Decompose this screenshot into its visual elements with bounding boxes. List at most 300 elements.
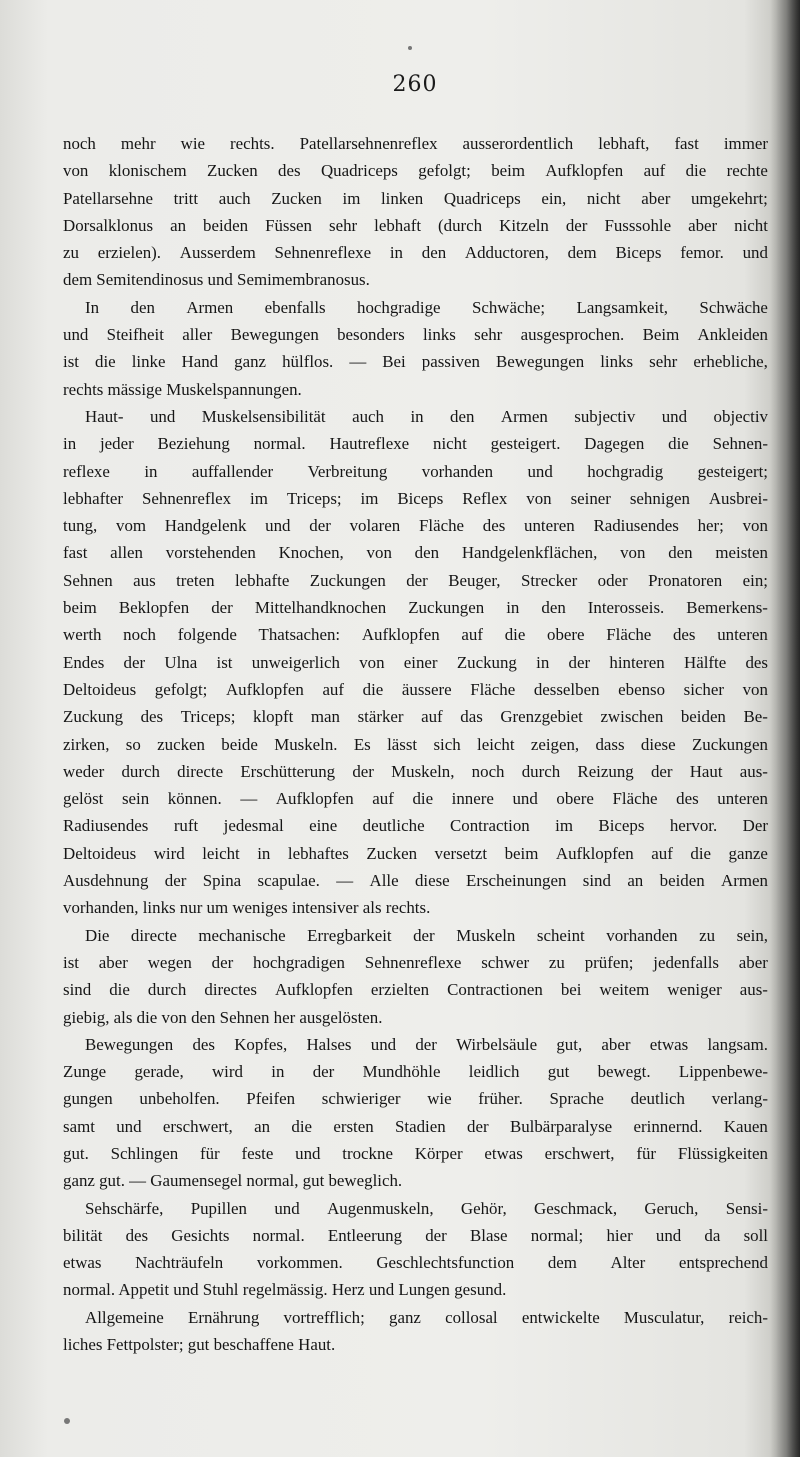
word: unteren [717, 789, 768, 809]
word: verlang- [711, 1089, 768, 1109]
text-line [63, 294, 768, 321]
word: lässt [387, 734, 418, 754]
text-line [63, 1085, 768, 1112]
word: gesteigert; [697, 461, 768, 481]
word: Zuckung [456, 652, 517, 672]
word: leidlich [468, 1062, 520, 1082]
text-line [63, 621, 768, 648]
word: erschwert, [544, 1143, 615, 1163]
word: zu [548, 952, 565, 972]
word: ausgesprochen. [520, 325, 625, 345]
word: Adductoren, [464, 243, 549, 263]
word: objectiv [713, 406, 768, 426]
word: unteren [717, 625, 768, 645]
word: vortrefflich; [283, 1307, 365, 1327]
word: und [742, 243, 768, 263]
text-line [63, 840, 768, 867]
word: sehr [329, 215, 358, 235]
word: Kitzeln [499, 215, 549, 235]
word: gefolgt; [154, 679, 208, 699]
word: Fläche [612, 789, 658, 809]
word: für [636, 1143, 657, 1163]
word: trockne [342, 1143, 393, 1163]
word: wegen [147, 952, 192, 972]
word: den [414, 543, 440, 563]
word: umgekehrt; [690, 188, 768, 208]
word: die [291, 1116, 313, 1136]
word: — [336, 871, 354, 891]
word: Erschütterung [240, 761, 336, 781]
word: Strecker [520, 570, 578, 590]
word: Beuger, [448, 570, 501, 590]
text-line [63, 676, 768, 703]
word: normal. [252, 1225, 305, 1245]
word: Contraction [449, 816, 530, 836]
word: der [352, 761, 374, 781]
word: Bemerkens- [686, 598, 768, 618]
word: scheint [536, 925, 585, 945]
word: die [690, 843, 712, 863]
word: Bewegungen [85, 1034, 174, 1054]
word: Verbreitung [307, 461, 388, 481]
word: hervor. [669, 816, 718, 836]
word: Lippenbewe- [678, 1062, 768, 1082]
word: Zunge [63, 1062, 107, 1082]
word: obere [547, 625, 585, 645]
text-line [63, 130, 768, 157]
word: des [672, 625, 696, 645]
text-line [63, 1140, 768, 1167]
word: der [406, 570, 428, 590]
word: und [661, 406, 688, 426]
word: Bewegungen [495, 352, 585, 372]
word: Langsamkeit, [576, 297, 668, 317]
word: Geschmack, [534, 1198, 618, 1218]
text-line [63, 567, 768, 594]
word: Dagegen [584, 434, 645, 454]
word: der [164, 871, 187, 891]
word: des [278, 161, 301, 181]
word: etwas [649, 1034, 689, 1054]
word: Be- [743, 707, 768, 727]
word: auch [352, 406, 384, 426]
word: jeder [99, 434, 134, 454]
word: ist [216, 652, 233, 672]
text-line [63, 1249, 768, 1276]
word: Sehnen [63, 570, 113, 590]
word: Fusssohle [604, 215, 672, 235]
word: langsam. [707, 1034, 768, 1054]
word: aber [688, 215, 718, 235]
word: Aufklopfen [225, 679, 304, 699]
text-line [63, 594, 768, 621]
word: früher. [478, 1089, 523, 1109]
word: Gesichts [171, 1225, 230, 1245]
word: wird [211, 1062, 243, 1082]
word: gut. [63, 1143, 89, 1163]
word: her; [697, 516, 724, 536]
text-line [63, 731, 768, 758]
word: In [85, 297, 100, 317]
word: nicht [734, 215, 768, 235]
word: Der [742, 816, 768, 836]
word: deutlich [630, 1089, 686, 1109]
word: auf [372, 789, 394, 809]
page-number: 260 [392, 72, 438, 97]
word: auf [421, 707, 443, 727]
word: Gehör, [460, 1198, 507, 1218]
word: gut, [556, 1034, 583, 1054]
word: wie [180, 134, 206, 153]
word: Beim [642, 325, 680, 345]
word: Ausdehnung [63, 871, 149, 891]
word: der [425, 1225, 447, 1245]
word: aber [601, 1034, 631, 1054]
word: Bei [382, 352, 406, 372]
word: Bulbärparalyse [509, 1116, 613, 1136]
word: normal; [530, 1225, 584, 1245]
word: Schwäche [699, 297, 768, 317]
word: und [370, 1034, 397, 1054]
word: fast [63, 543, 88, 563]
word: erhebliche, [693, 352, 768, 372]
word: Biceps [598, 816, 645, 836]
word: durch [521, 761, 561, 781]
word: dass [595, 734, 625, 754]
word: der [211, 598, 233, 618]
word: so [125, 734, 141, 754]
word: prüfen; [584, 952, 634, 972]
word: Hälfte [684, 652, 727, 672]
word: Schwäche; [471, 297, 546, 317]
word: allen [110, 543, 143, 563]
word: Reizung [577, 761, 634, 781]
word: des [482, 516, 506, 536]
word: den [450, 406, 475, 426]
word: der [467, 1116, 489, 1136]
word: von [742, 516, 768, 536]
word: gerade, [134, 1062, 184, 1082]
word: Dorsalklonus [63, 215, 154, 235]
word: und [116, 1116, 142, 1136]
word: directes [204, 980, 257, 1000]
text-line [63, 512, 768, 539]
word: Biceps [397, 488, 444, 508]
word: Quadriceps [443, 188, 521, 208]
word: Flüssigkeiten [677, 1143, 768, 1163]
text-line [63, 212, 768, 239]
word: weniger [667, 980, 722, 1000]
word: beim [63, 598, 97, 618]
word: Reflex [462, 488, 508, 508]
word: femor. [680, 243, 724, 263]
word: sein, [736, 925, 768, 945]
word: beide [221, 734, 258, 754]
word: wird [153, 843, 185, 863]
word: ganz [234, 352, 267, 372]
text-line [63, 430, 768, 457]
word: schwer [481, 952, 530, 972]
word: scapulae. [257, 871, 320, 891]
word: gefolgt; [418, 161, 471, 181]
word: leicht [477, 734, 515, 754]
text-line: vorhanden, links nur um weniges intensiver als rechts. [63, 898, 431, 918]
word: immer [723, 134, 768, 153]
word: auf [322, 679, 345, 699]
text-line [63, 485, 768, 512]
word: Nachträufeln [135, 1253, 224, 1273]
word: passiven [421, 352, 480, 372]
word: ist [63, 952, 79, 972]
word: soll [743, 1225, 768, 1245]
word: Pupillen [190, 1198, 247, 1218]
word: im [342, 188, 361, 208]
word: Endes [63, 652, 105, 672]
word: Muskeln. [274, 734, 338, 754]
word: sehr [474, 325, 503, 345]
word: durch [121, 761, 160, 781]
word: Handgelenk [164, 516, 247, 536]
word: können. [167, 789, 222, 809]
word: bilität [63, 1225, 103, 1245]
word: den [541, 598, 566, 618]
word: Grenzgebiet [500, 707, 583, 727]
paper-speck [408, 46, 412, 50]
word: sehnigen [629, 488, 690, 508]
text-line: liches Fettpolster; gut beschaffene Haut. [63, 1335, 336, 1355]
word: lebhaft, [598, 134, 650, 153]
word: tritt [173, 188, 199, 208]
word: und [274, 1198, 300, 1218]
word: vorhanden [606, 925, 678, 945]
word: entsprechend [678, 1253, 768, 1273]
word: feste [241, 1143, 274, 1163]
word: ebenso [618, 679, 666, 699]
word: der [565, 215, 588, 235]
word: da [704, 1225, 721, 1245]
word: ist [63, 352, 79, 372]
word: Es [353, 734, 371, 754]
word: leicht [202, 843, 240, 863]
text-line [63, 949, 768, 976]
word: der [211, 952, 234, 972]
word: unbeholfen. [139, 1089, 220, 1109]
word: diese [640, 734, 676, 754]
text-line [63, 321, 768, 348]
word: etwas [63, 1253, 102, 1273]
word: stärker [357, 707, 404, 727]
word: Zucken [366, 843, 418, 863]
word: zucken [157, 734, 205, 754]
text-line [63, 785, 768, 812]
word: Entleerung [327, 1225, 403, 1245]
word: die [109, 980, 130, 1000]
word: Geschlechtsfunction [376, 1253, 515, 1273]
word: Steifheit [106, 325, 164, 345]
word: sind [63, 980, 92, 1000]
paper-speck [64, 1418, 70, 1424]
word: Bewegungen [230, 325, 319, 345]
word: desselben [533, 679, 600, 699]
word: ebenfalls [264, 297, 326, 317]
word: versetzt [434, 843, 488, 863]
text-line [63, 812, 768, 839]
word: jedenfalls [653, 952, 719, 972]
word: den [130, 297, 155, 317]
word: man [310, 707, 341, 727]
word: und [295, 1143, 321, 1163]
word: Aufklopfen [275, 789, 354, 809]
word: durch [147, 980, 187, 1000]
word: zirken, [63, 734, 110, 754]
text-line [63, 703, 768, 730]
word: aber [641, 188, 671, 208]
word: ein; [742, 570, 768, 590]
text-line [63, 157, 768, 184]
word: im [250, 488, 268, 508]
word: sehr [649, 352, 678, 372]
word: sicher [683, 679, 724, 699]
word: der [123, 652, 146, 672]
text-line [63, 1222, 768, 1249]
word: und [149, 406, 176, 426]
word: aller [182, 325, 213, 345]
word: Körper [414, 1143, 463, 1163]
word: innere [451, 789, 494, 809]
word: Muskelsensibilität [201, 406, 326, 426]
word: aus [133, 570, 156, 590]
word: erinnernd. [633, 1116, 703, 1136]
text-line: rechts mässige Muskelspannungen. [63, 379, 302, 399]
word: der [568, 652, 591, 672]
word: mechanische [198, 925, 286, 945]
word: Ausbrei- [708, 488, 768, 508]
text-line [63, 458, 768, 485]
word: Ernährung [188, 1307, 260, 1327]
word: von [526, 488, 552, 508]
word: Sehnen- [712, 434, 768, 454]
word: auf [651, 843, 673, 863]
word: im [360, 488, 379, 508]
word: oder [597, 570, 628, 590]
word: Blase [469, 1225, 508, 1245]
word: aber [98, 952, 128, 972]
word: volaren [349, 516, 401, 536]
word: aber [738, 952, 768, 972]
text-line [63, 1058, 768, 1085]
word: von [63, 161, 89, 181]
word: von [359, 652, 385, 672]
word: Triceps; [286, 488, 342, 508]
book-spine-shadow [770, 0, 800, 1457]
word: — [240, 789, 258, 809]
word: nicht [586, 188, 621, 208]
word: unweigerlich [251, 652, 340, 672]
word: beiden [659, 871, 705, 891]
text-line [63, 539, 768, 566]
text-line [63, 976, 768, 1003]
word: des [745, 652, 768, 672]
word: ein, [541, 188, 567, 208]
word: von [620, 543, 646, 563]
word: beim [491, 161, 525, 181]
word: die [362, 679, 384, 699]
word: Sensi- [725, 1198, 768, 1218]
word: Aufklopfen [275, 980, 353, 1000]
word: erschwert, [162, 1116, 233, 1136]
word: Zuckung [63, 707, 124, 727]
word: die [685, 161, 707, 181]
word: in [536, 652, 550, 672]
word: der [309, 516, 331, 536]
word: Erscheinungen [466, 871, 567, 891]
word: ganz [389, 1307, 421, 1327]
word: Radiusendes [63, 816, 149, 836]
text-line [63, 239, 768, 266]
word: Mundhöhle [362, 1062, 441, 1082]
word: des [676, 789, 699, 809]
word: linken [380, 188, 424, 208]
word: Armen [721, 871, 768, 891]
word: den [421, 243, 447, 263]
word: samt [63, 1116, 95, 1136]
word: linke [131, 352, 166, 372]
word: auffallender [191, 461, 274, 481]
word: Fläche [606, 625, 652, 645]
word: der [413, 925, 435, 945]
word: ausserordentlich [462, 134, 574, 153]
word: rechts. [230, 134, 275, 153]
word: in [389, 243, 403, 263]
word: dem [567, 243, 597, 263]
word: noch [471, 761, 505, 781]
word: normal. [253, 434, 306, 454]
word: im [555, 816, 573, 836]
word: beim [504, 843, 539, 863]
word: Deltoideus [63, 843, 137, 863]
word: Hand [181, 352, 219, 372]
word: Muskeln [456, 925, 516, 945]
body-text [63, 130, 768, 1358]
word: zu [63, 243, 79, 263]
text-line [63, 922, 768, 949]
word: links [422, 325, 456, 345]
word: besonders [337, 325, 405, 345]
word: diese [414, 871, 450, 891]
word: obere [556, 789, 594, 809]
word: sich [433, 734, 461, 754]
word: Sehnenreflex [141, 488, 232, 508]
text-line [63, 1113, 768, 1140]
word: Patellarsehnenreflex [299, 134, 438, 153]
word: vom [116, 516, 147, 536]
text-line [63, 1304, 768, 1331]
word: lebhaft [374, 215, 422, 235]
word: treten [176, 570, 215, 590]
word: Zucken [271, 188, 322, 208]
word: lebhafter [63, 488, 124, 508]
word: gut [547, 1062, 570, 1082]
text-line [63, 348, 768, 375]
word: Spina [202, 871, 242, 891]
word: Füssen [265, 215, 312, 235]
word: directe [130, 925, 177, 945]
word: für [199, 1143, 220, 1163]
word: reich- [728, 1307, 768, 1327]
word: nicht [433, 434, 467, 454]
word: Augenmuskeln, [327, 1198, 434, 1218]
word: ganze [728, 843, 768, 863]
